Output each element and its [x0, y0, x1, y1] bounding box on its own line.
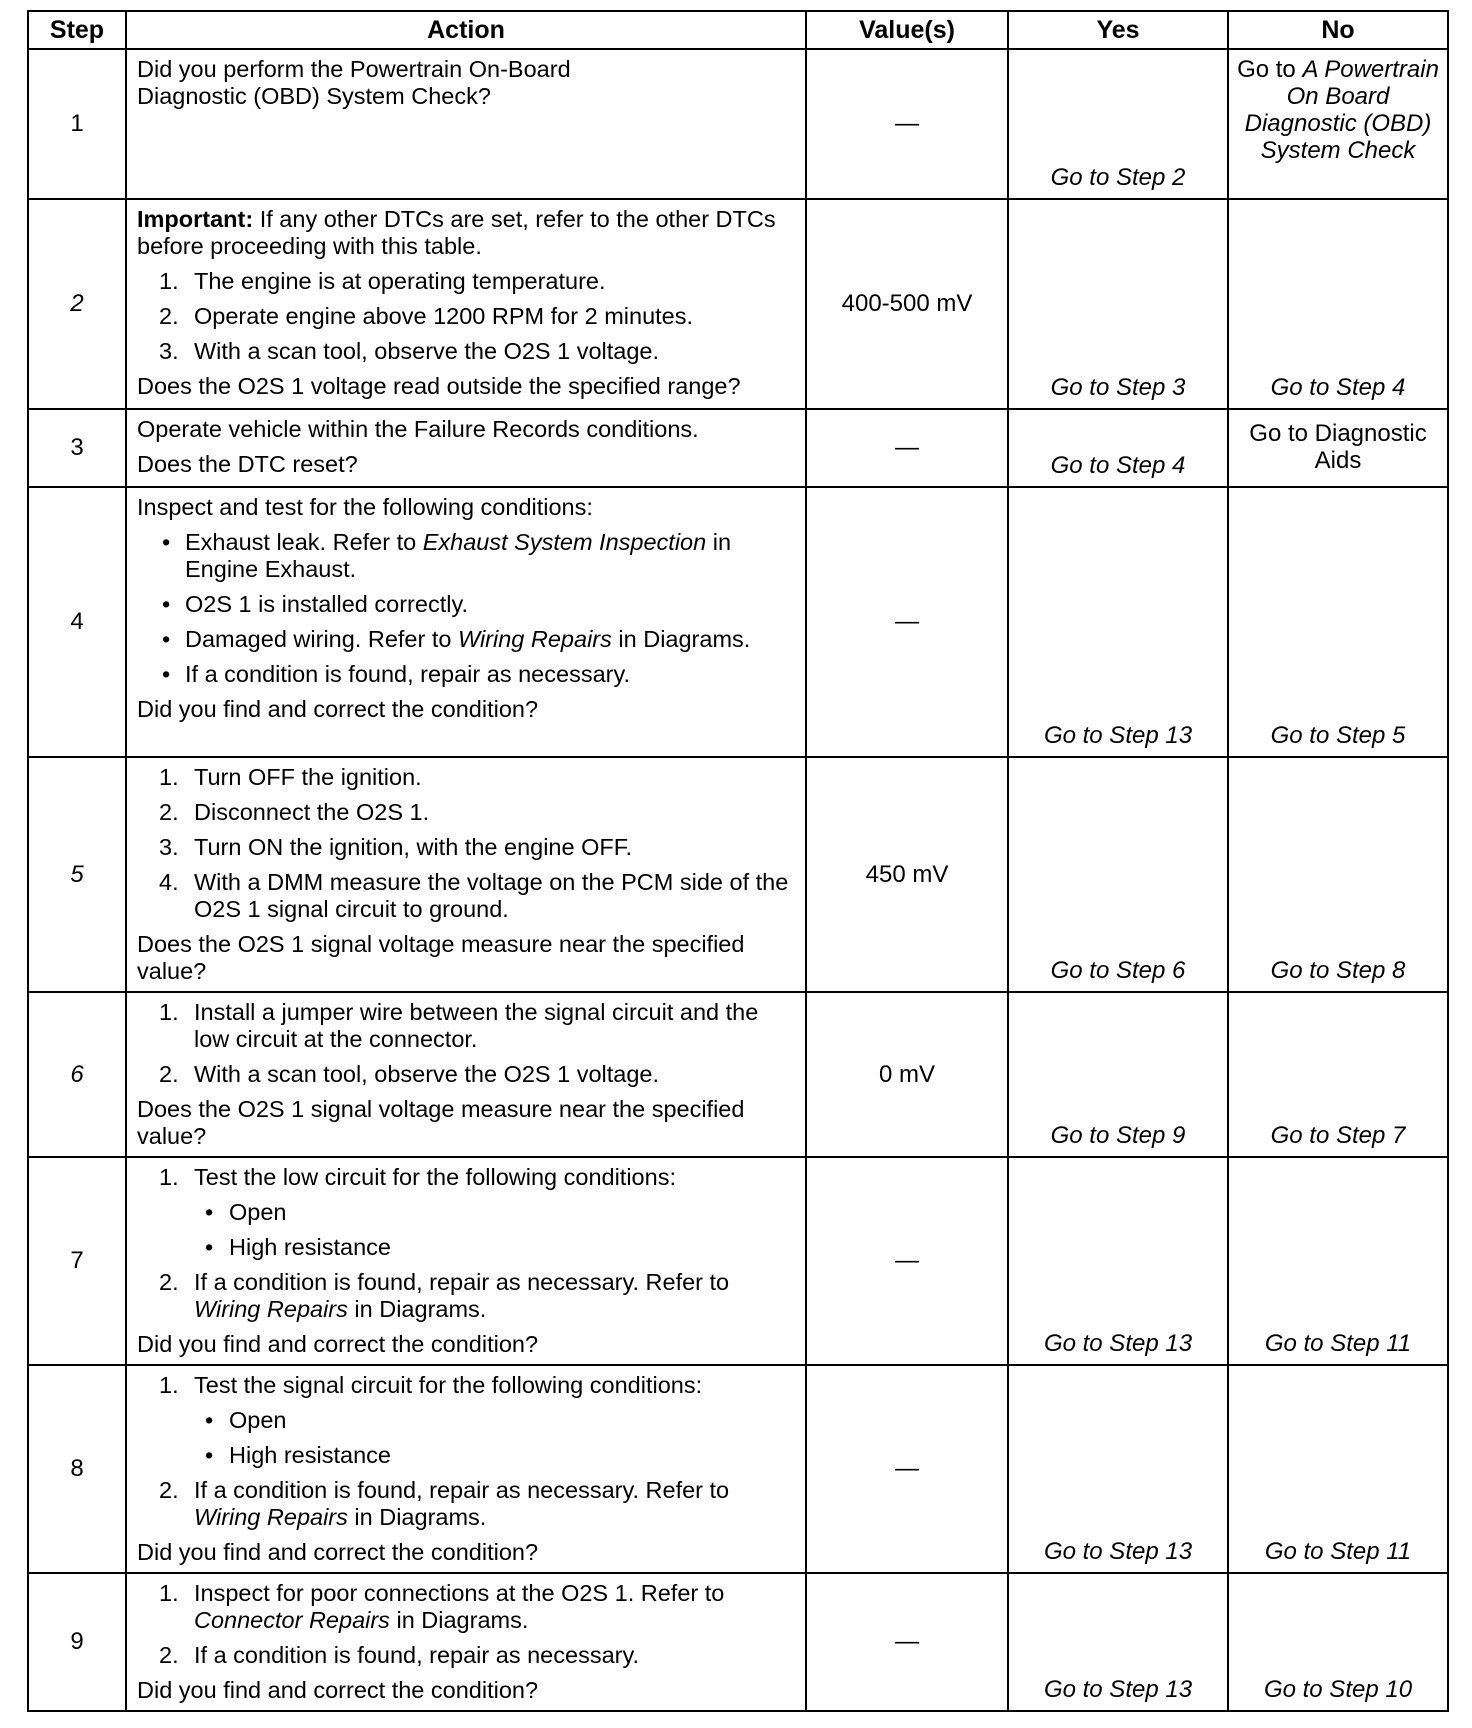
action-question: Did you find and correct the condition? [137, 1331, 539, 1357]
numbered-item: 1. Install a jumper wire between the signal circuit and the low circuit at the connector. [159, 999, 759, 1052]
header-yes: Yes [1008, 11, 1228, 49]
table-row [28, 1365, 1448, 1573]
step-number: 7 [28, 1157, 126, 1365]
no-cell[interactable]: Go to Step 11 [1228, 1365, 1448, 1573]
step-number: 2 [28, 199, 126, 409]
numbered-item: 2. With a scan tool, observe the O2S 1 voltage. [159, 1061, 660, 1087]
yes-cell[interactable]: Go to Step 6 [1008, 757, 1228, 992]
header-no: No [1228, 11, 1448, 49]
action-cell [126, 49, 806, 199]
item-text: Operate engine above 1200 RPM for 2 minutes. [194, 303, 694, 329]
numbered-item: 2. Disconnect the O2S 1. [159, 799, 430, 825]
table-row [28, 1157, 1448, 1365]
no-cell[interactable]: Go to Step 10 [1228, 1573, 1448, 1711]
step-number: 6 [28, 992, 126, 1157]
numbered-item: 1. Test the signal circuit for the following conditions: [159, 1372, 703, 1398]
header-action: Action [126, 11, 806, 49]
yes-cell[interactable]: Go to Step 13 [1008, 1573, 1228, 1711]
table-row [28, 992, 1448, 1157]
bullet-item: • Open [137, 1407, 795, 1434]
reference-link[interactable]: Wiring Repairs [457, 626, 612, 652]
bullet-item [137, 591, 795, 618]
yes-cell[interactable]: Go to Step 9 [1008, 992, 1228, 1157]
reference-link[interactable]: Wiring Repairs [194, 1504, 348, 1530]
action-question: Did you find and correct the condition? [137, 1539, 539, 1565]
numbered-item: 4. With a DMM measure the voltage on the PCM side of the O2S 1 signal circuit to ground. [159, 869, 789, 922]
step-number: 4 [28, 487, 126, 757]
value-cell: — [806, 1365, 1008, 1573]
numbered-item: 2. If a condition is found, repair as necessary. Refer to Wiring Repairs in Diagrams. [159, 1269, 730, 1322]
item-text: in Diagrams. [347, 1296, 487, 1322]
step-number: 1 [28, 49, 126, 199]
action-question: Does the DTC reset? [137, 451, 358, 477]
important-note [137, 206, 795, 260]
table-row [28, 49, 1448, 199]
value-cell: 400-500 mV [806, 199, 1008, 409]
numbered-item: 2. Operate engine above 1200 RPM for 2 minutes. [159, 303, 694, 329]
item-text: in Diagrams. [611, 626, 751, 652]
action-text: Inspect and test for the following conditions: [137, 494, 593, 520]
reference-link[interactable]: Wiring Repairs [194, 1296, 348, 1322]
numbered-item: 1. Inspect for poor connections at the O2S 1. Refer to Connector Repairs in Diagrams. [159, 1580, 725, 1633]
item-text: Test the low circuit for the following conditions: [194, 1164, 676, 1190]
action-cell [126, 757, 806, 992]
item-text: in Engine Exhaust. [185, 529, 732, 582]
no-cell [1228, 49, 1448, 199]
bullet-item [137, 529, 795, 583]
bullet-item [137, 626, 795, 653]
important-text: If any other DTCs are set, refer to the other DTCs before proceeding with this table. [137, 206, 776, 259]
item-text: Test the signal circuit for the following conditions: [194, 1372, 703, 1398]
value-cell: 450 mV [806, 757, 1008, 992]
value-cell: — [806, 487, 1008, 757]
action-question: Did you perform the Powertrain On-Board Diagnostic (OBD) System Check? [137, 56, 571, 109]
no-cell[interactable]: Go to Diagnostic Aids [1228, 409, 1448, 487]
no-cell[interactable]: Go to Step 7 [1228, 992, 1448, 1157]
yes-cell[interactable]: Go to Step 3 [1008, 199, 1228, 409]
item-text: The engine is at operating temperature. [194, 268, 606, 294]
item-text: If a condition is found, repair as necessary. [194, 1642, 639, 1668]
no-cell[interactable]: Go to Step 5 [1228, 487, 1448, 757]
diagnostic-table [27, 10, 1449, 1712]
table-row [28, 1573, 1448, 1711]
value-cell: — [806, 409, 1008, 487]
header-step: Step [28, 11, 126, 49]
item-text: Inspect for poor connections at the O2S 1. Refer to [194, 1580, 725, 1606]
bullet-item: • Open [137, 1199, 795, 1226]
numbered-item: 1. The engine is at operating temperature. [159, 268, 606, 294]
action-cell [126, 487, 806, 757]
item-text: If a condition is found, repair as necessary. Refer to [194, 1477, 730, 1503]
reference-link[interactable]: Exhaust System Inspection [422, 529, 707, 555]
action-cell [126, 409, 806, 487]
action-cell [126, 1365, 806, 1573]
item-text: Disconnect the O2S 1. [194, 799, 430, 825]
step-number: 5 [28, 757, 126, 992]
important-label: Important: [137, 206, 254, 232]
action-cell [126, 199, 806, 409]
item-text: Exhaust leak. Refer to [185, 529, 423, 555]
table-row [28, 409, 1448, 487]
numbered-item: 3. With a scan tool, observe the O2S 1 voltage. [159, 338, 660, 364]
action-question: Did you find and correct the condition? [137, 696, 539, 722]
no-link[interactable]: A Powertrain On Board Diagnostic (OBD) System Check [1244, 56, 1439, 164]
action-question: Did you find and correct the condition? [137, 1677, 539, 1703]
item-text: With a scan tool, observe the O2S 1 voltage. [194, 1061, 660, 1087]
item-text: With a scan tool, observe the O2S 1 voltage. [194, 338, 660, 364]
value-cell: 0 mV [806, 992, 1008, 1157]
item-text: With a DMM measure the voltage on the PCM side of the O2S 1 signal circuit to ground. [194, 869, 789, 922]
table-row [28, 199, 1448, 409]
step-number: 9 [28, 1573, 126, 1711]
action-text: Operate vehicle within the Failure Records conditions. [137, 416, 699, 442]
yes-cell[interactable]: Go to Step 4 [1008, 409, 1228, 487]
action-cell [126, 1573, 806, 1711]
item-text: Turn ON the ignition, with the engine OFF. [194, 834, 633, 860]
step-number: 8 [28, 1365, 126, 1573]
value-cell: — [806, 49, 1008, 199]
action-question: Does the O2S 1 voltage read outside the specified range? [137, 373, 741, 399]
bullet-item: • High resistance [137, 1234, 795, 1261]
reference-link[interactable]: Connector Repairs [194, 1607, 390, 1633]
header-values: Value(s) [806, 11, 1008, 49]
numbered-item: 1. Test the low circuit for the following conditions: [159, 1164, 676, 1190]
action-question: Does the O2S 1 signal voltage measure near the specified value? [137, 1096, 745, 1149]
item-text: Turn OFF the ignition. [194, 764, 422, 790]
action-cell [126, 1157, 806, 1365]
value-cell: — [806, 1573, 1008, 1711]
yes-cell[interactable]: Go to Step 13 [1008, 1157, 1228, 1365]
no-cell[interactable]: Go to Step 4 [1228, 199, 1448, 409]
item-text: Install a jumper wire between the signal circuit and the low circuit at the connector. [194, 999, 759, 1052]
bullet-item [137, 661, 795, 688]
numbered-item: 2. If a condition is found, repair as necessary. [159, 1642, 639, 1668]
table-row [28, 487, 1448, 757]
item-text: If a condition is found, repair as necessary. Refer to [194, 1269, 730, 1295]
item-text: in Diagrams. [389, 1607, 529, 1633]
item-text: Damaged wiring. Refer to [185, 626, 458, 652]
no-cell[interactable]: Go to Step 11 [1228, 1157, 1448, 1365]
numbered-item: 2. If a condition is found, repair as necessary. Refer to Wiring Repairs in Diagrams. [159, 1477, 730, 1530]
table-row [28, 757, 1448, 992]
yes-cell[interactable]: Go to Step 13 [1008, 487, 1228, 757]
no-prefix: Go to [1237, 56, 1303, 83]
yes-cell: Go to Step 2 [1008, 49, 1228, 199]
numbered-item: 1. Turn OFF the ignition. [159, 764, 422, 790]
no-cell[interactable]: Go to Step 8 [1228, 757, 1448, 992]
value-cell: — [806, 1157, 1008, 1365]
yes-cell[interactable]: Go to Step 13 [1008, 1365, 1228, 1573]
item-text: If a condition is found, repair as necessary. [185, 661, 630, 687]
step-number: 3 [28, 409, 126, 487]
action-question: Does the O2S 1 signal voltage measure near the specified value? [137, 931, 745, 984]
bullet-item: • High resistance [137, 1442, 795, 1469]
action-cell [126, 992, 806, 1157]
numbered-item: 3. Turn ON the ignition, with the engine OFF. [159, 834, 633, 860]
header-row [28, 11, 1448, 49]
item-text: in Diagrams. [347, 1504, 487, 1530]
item-text: O2S 1 is installed correctly. [185, 591, 468, 617]
